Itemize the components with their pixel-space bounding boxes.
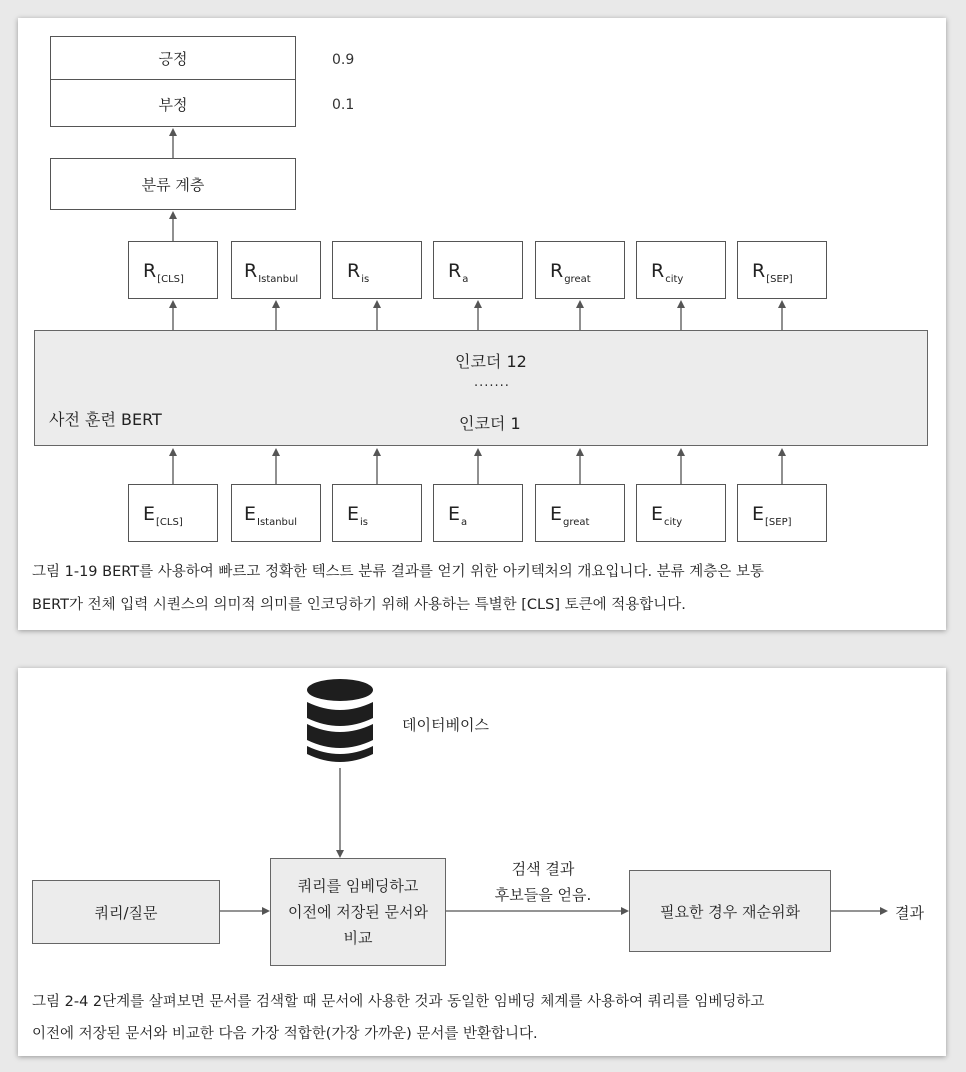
r-token-main: R: [752, 260, 766, 282]
encoder-top-label: 인코더 12: [455, 352, 527, 371]
arrow-encoder-to-r-0: [169, 300, 177, 330]
bert-label: 사전 훈련 BERT: [49, 410, 162, 429]
arrow-e-to-encoder-0: [169, 448, 177, 484]
r-token-main: R: [651, 260, 665, 282]
classifier-layer-label: 분류 계층: [141, 175, 205, 194]
arrow-e-to-encoder-6: [778, 448, 786, 484]
e-token-main: E: [752, 503, 765, 525]
candidates-line-2: 후보들을 얻음.: [494, 886, 592, 904]
negative-score: 0.1: [332, 97, 355, 113]
e-token-sub: a: [461, 517, 468, 528]
r-token-sub: great: [564, 274, 591, 285]
r-token-sub: [SEP]: [766, 274, 793, 285]
arrow-encoder-to-r-4: [576, 300, 584, 330]
arrow-e-to-encoder-1: [272, 448, 280, 484]
e-token-sub: great: [563, 517, 590, 528]
arrow-rcls-to-classifier: [169, 211, 177, 241]
query-label: 쿼리/질문: [94, 903, 158, 922]
figure-2-caption-line-1: 그림 2-4 2단계를 살펴보면 문서를 검색할 때 문서에 사용한 것과 동일한 임베딩 체계를 사용하여 쿼리를 임베딩하고: [32, 994, 765, 1010]
r-token-main: R: [448, 260, 462, 282]
e-token-main: E: [143, 503, 156, 525]
figure-1-caption-line-1: 그림 1-19 BERT를 사용하여 빠르고 정확한 텍스트 분류 결과를 얻기 위한 아키텍처의 개요입니다. 분류 계층은 보통: [32, 564, 764, 580]
r-token-sub: Istanbul: [258, 274, 299, 285]
arrow-encoder-to-r-6: [778, 300, 786, 330]
embed-line-2: 이전에 저장된 문서와: [288, 903, 428, 921]
r-token-main: R: [244, 260, 258, 282]
e-token-main: E: [448, 503, 461, 525]
e-token-main: E: [651, 503, 664, 525]
r-token-main: R: [347, 260, 361, 282]
arrow-encoder-to-r-2: [373, 300, 381, 330]
encoder-bottom-label: 인코더 1: [459, 414, 521, 433]
e-token-main: E: [244, 503, 257, 525]
positive-score: 0.9: [332, 52, 355, 68]
e-token-sub: [SEP]: [765, 517, 792, 528]
e-token-sub: Istanbul: [257, 517, 298, 528]
output-negative-label: 부정: [158, 96, 188, 114]
arrow-e-to-encoder-2: [373, 448, 381, 484]
figure-1-card: [18, 18, 946, 630]
encoder-dots: .......: [474, 375, 510, 390]
e-token-sub: city: [664, 517, 683, 528]
embed-line-3: 비교: [343, 929, 373, 947]
r-token-sub: a: [462, 274, 469, 285]
arrow-e-to-encoder-3: [474, 448, 482, 484]
figure-1-caption-line-2: BERT가 전체 입력 시퀀스의 의미적 의미를 인코딩하기 위해 사용하는 특별한 [CLS] 토큰에 적용합니다.: [32, 597, 686, 613]
r-token-main: R: [143, 260, 157, 282]
r-token-sub: city: [665, 274, 684, 285]
e-token-main: E: [550, 503, 563, 525]
figure-2-caption-line-2: 이전에 저장된 문서와 비교한 다음 가장 적합한(가장 가까운) 문서를 반환합니다.: [32, 1026, 538, 1042]
arrow-e-to-encoder-5: [677, 448, 685, 484]
figure-2-card: [18, 668, 946, 1056]
e-token-sub: [CLS]: [156, 517, 183, 528]
arrow-encoder-to-r-3: [474, 300, 482, 330]
figure-1-arrowheads: [18, 18, 946, 630]
arrow-encoder-to-r-5: [677, 300, 685, 330]
e-token-main: E: [347, 503, 360, 525]
candidates-line-1: 검색 결과: [511, 860, 575, 878]
arrow-e-to-encoder-4: [576, 448, 584, 484]
arrow-encoder-to-r-1: [272, 300, 280, 330]
arrow-classifier-to-output: [169, 128, 177, 158]
r-token-sub: is: [361, 274, 370, 285]
rerank-label: 필요한 경우 재순위화: [660, 902, 800, 921]
embed-line-1: 쿼리를 임베딩하고: [297, 877, 419, 895]
r-token-main: R: [550, 260, 564, 282]
result-label: 결과: [895, 904, 924, 922]
e-token-sub: is: [360, 517, 369, 528]
output-positive-label: 긍정: [158, 50, 188, 68]
r-token-sub: [CLS]: [157, 274, 184, 285]
database-label: 데이터베이스: [402, 716, 489, 734]
